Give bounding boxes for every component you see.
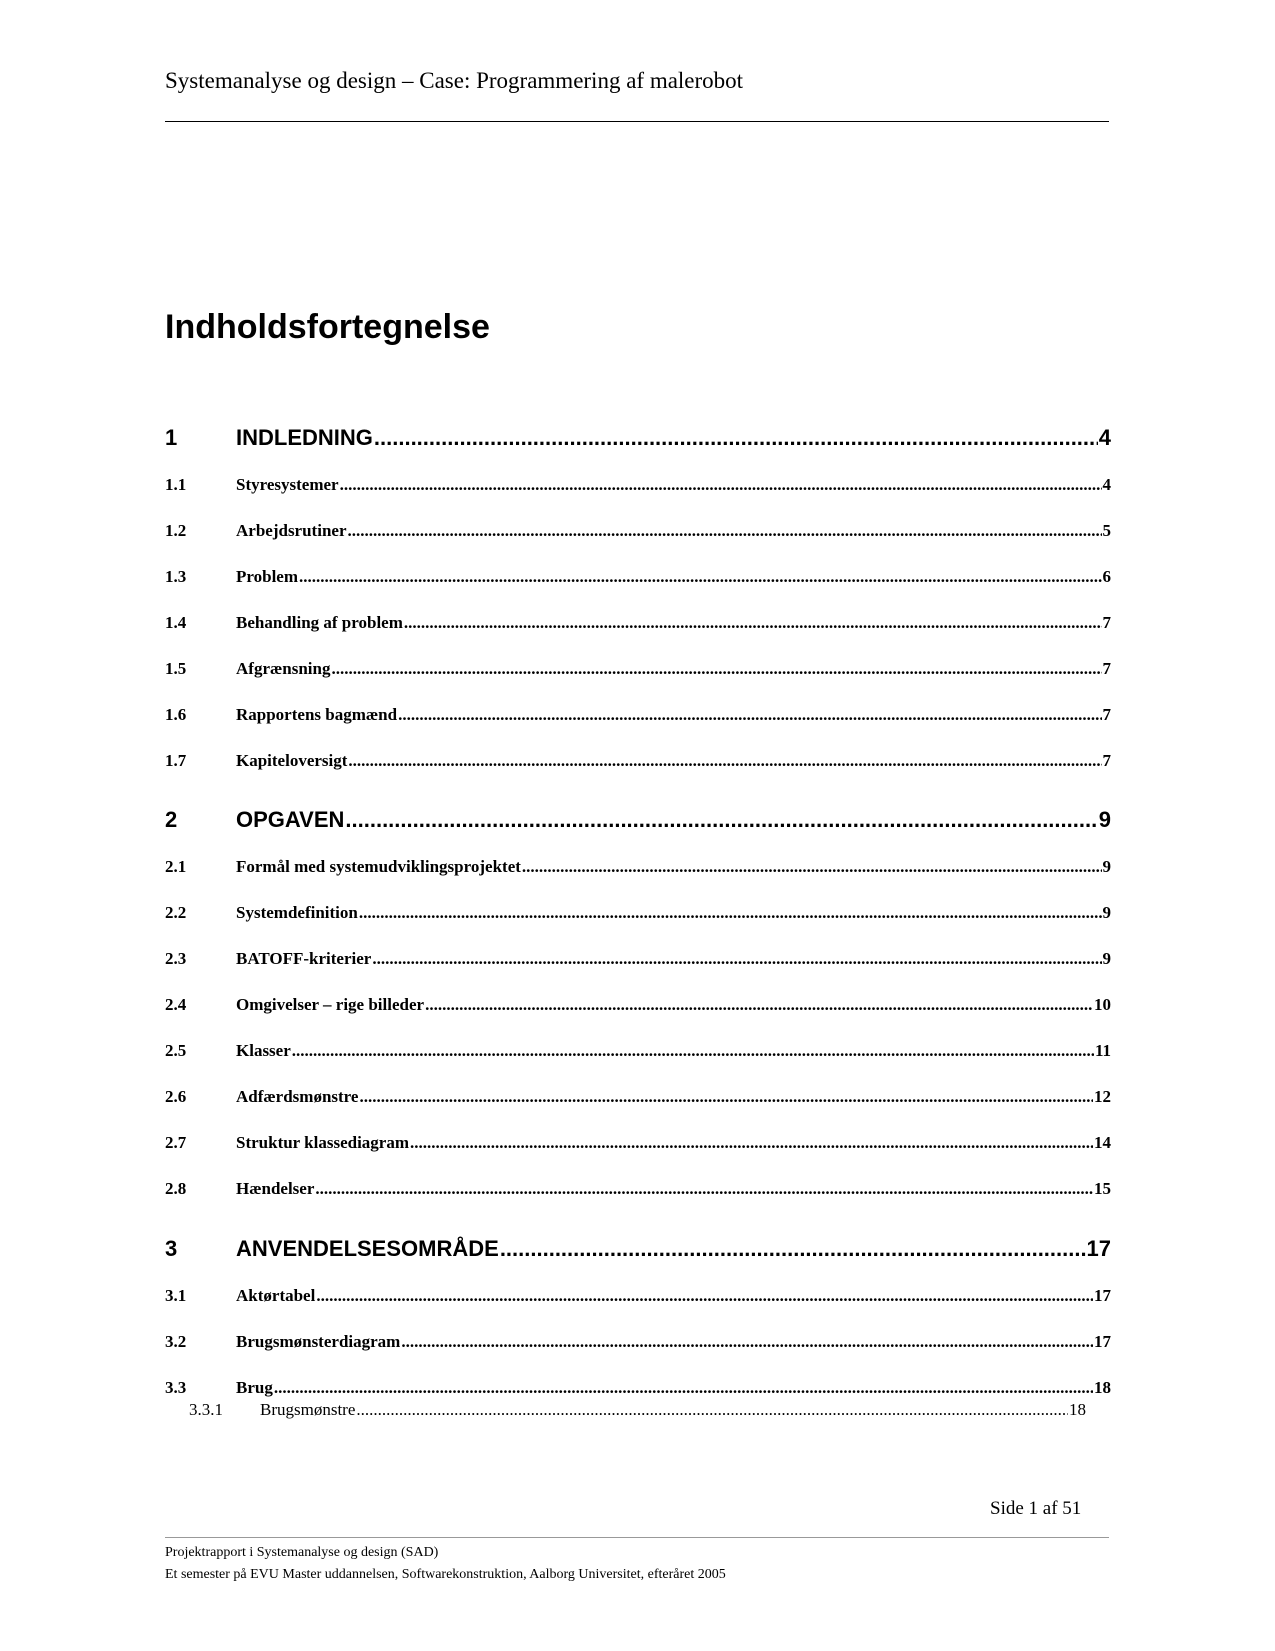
- toc-entry-label: Aktørtabel: [236, 1286, 316, 1305]
- toc-entry-label: Hændelser: [236, 1179, 315, 1198]
- toc-entry[interactable]: [165, 857, 1111, 877]
- toc-entry-label: Styresystemer: [236, 475, 339, 494]
- toc-entry-page: 5: [1102, 521, 1111, 540]
- toc-entry-number: 3.3.1: [189, 1400, 223, 1419]
- toc-entry-label: Omgivelser – rige billeder: [236, 995, 425, 1014]
- toc-entry-label: Arbejdsrutiner: [236, 521, 347, 540]
- toc-entry-label: Brug: [236, 1378, 273, 1397]
- toc-entry-label: Formål med systemudviklingsprojektet: [236, 857, 521, 876]
- dot-leader: [359, 903, 1102, 923]
- toc-entry-number: 2.1: [165, 857, 187, 876]
- page-number: Side 1 af 51: [990, 1498, 1082, 1519]
- dot-leader: [331, 659, 1101, 679]
- toc-entry-page: 12: [1094, 1087, 1111, 1106]
- toc-entry-page: 17: [1086, 1236, 1111, 1261]
- running-header: Systemanalyse og design – Case: Programmering af malerobot: [165, 68, 744, 93]
- toc-entry[interactable]: [165, 1332, 1111, 1352]
- toc-entry[interactable]: [165, 613, 1111, 633]
- toc-entry-number: 2.8: [165, 1179, 187, 1198]
- toc-entry-page: 14: [1094, 1133, 1111, 1152]
- toc-entry-page: 17: [1094, 1332, 1111, 1351]
- toc-entry-number: 1: [165, 425, 178, 450]
- header-divider: [165, 121, 1109, 122]
- toc-entry[interactable]: [165, 903, 1111, 923]
- toc-entry[interactable]: [165, 475, 1111, 495]
- toc-entry-label: Struktur klassediagram: [236, 1133, 410, 1152]
- toc-entry-number: 1.5: [165, 659, 187, 678]
- toc-entry[interactable]: [165, 1286, 1111, 1306]
- toc-entry-number: 3: [165, 1236, 178, 1261]
- dot-leader: [316, 1286, 1093, 1306]
- dot-leader: [401, 1332, 1093, 1352]
- toc-entry-number: 2.2: [165, 903, 187, 922]
- toc-entry-label: Brugsmønsterdiagram: [236, 1332, 401, 1351]
- dot-leader: [374, 425, 1098, 451]
- toc-entry-number: 3.3: [165, 1378, 187, 1397]
- dot-leader: [359, 1087, 1093, 1107]
- toc-entry-page: 15: [1094, 1179, 1111, 1198]
- toc-entry-page: 9: [1098, 807, 1111, 832]
- toc-title: Indholdsfortegnelse: [165, 308, 490, 346]
- dot-leader: [398, 705, 1101, 725]
- toc-entry[interactable]: [165, 751, 1111, 771]
- toc-entry[interactable]: [165, 659, 1111, 679]
- dot-leader: [425, 995, 1093, 1015]
- toc-entry-number: 3.1: [165, 1286, 187, 1305]
- dot-leader: [315, 1179, 1093, 1199]
- toc-entry-number: 2.3: [165, 949, 187, 968]
- dot-leader: [500, 1236, 1086, 1262]
- toc-entry-page: 10: [1094, 995, 1111, 1014]
- toc-entry-page: 7: [1102, 613, 1111, 632]
- toc-entry-number: 3.2: [165, 1332, 187, 1351]
- toc-entry[interactable]: [165, 1179, 1111, 1199]
- dot-leader: [410, 1133, 1093, 1153]
- toc-entry-page: 11: [1094, 1041, 1111, 1060]
- toc-entry-number: 1.4: [165, 613, 187, 632]
- toc-entry-label: BATOFF-kriterier: [236, 949, 372, 968]
- toc-entry[interactable]: [165, 1236, 1111, 1262]
- toc-entry-number: 2.7: [165, 1133, 187, 1152]
- dot-leader: [299, 567, 1101, 587]
- toc-entry-label: Afgrænsning: [236, 659, 331, 678]
- toc-entry[interactable]: [165, 949, 1111, 969]
- toc-entry-page: 9: [1102, 857, 1111, 876]
- toc-entry-label: OPGAVEN: [236, 807, 345, 832]
- toc-entry-label: Kapiteloversigt: [236, 751, 348, 770]
- toc-entry-label: Klasser: [236, 1041, 291, 1060]
- toc-entry-label: Systemdefinition: [236, 903, 358, 922]
- dot-leader: [522, 857, 1102, 877]
- toc-entry-label: INDLEDNING: [236, 425, 373, 450]
- dot-leader: [274, 1378, 1093, 1398]
- dot-leader: [340, 475, 1102, 495]
- toc-entry-number: 2.6: [165, 1087, 187, 1106]
- dot-leader: [292, 1041, 1094, 1061]
- toc-entry-label: Brugsmønstre: [260, 1400, 356, 1419]
- toc-entry-page: 18: [1094, 1378, 1111, 1397]
- dot-leader: [404, 613, 1102, 633]
- toc-entry-label: ANVENDELSESOMRÅDE: [236, 1236, 499, 1261]
- toc-entry[interactable]: [165, 995, 1111, 1015]
- toc-entry-label: Adfærdsmønstre: [236, 1087, 359, 1106]
- dot-leader: [356, 1400, 1068, 1420]
- toc-entry[interactable]: [165, 567, 1111, 587]
- toc-entry[interactable]: [165, 1378, 1111, 1398]
- dot-leader: [348, 751, 1101, 771]
- toc-entry-page: 17: [1094, 1286, 1111, 1305]
- toc-entry[interactable]: [165, 1400, 1086, 1420]
- footer-line-1: Projektrapport i Systemanalyse og design (SAD): [165, 1545, 439, 1560]
- footer-line-2: Et semester på EVU Master uddannelsen, Softwarekonstruktion, Aalborg Universitet, efteråret 2005: [165, 1567, 726, 1582]
- dot-leader: [347, 521, 1101, 541]
- toc-entry-page: 18: [1069, 1400, 1086, 1419]
- toc-entry-number: 1.2: [165, 521, 187, 540]
- toc-entry[interactable]: [165, 425, 1111, 451]
- toc-entry[interactable]: [165, 807, 1111, 833]
- toc-entry-page: 7: [1102, 659, 1111, 678]
- dot-leader: [345, 807, 1097, 833]
- toc-entry-page: 6: [1102, 567, 1111, 586]
- toc-entry-page: 7: [1102, 751, 1111, 770]
- toc-entry-number: 1.6: [165, 705, 187, 724]
- toc-entry[interactable]: [165, 1133, 1111, 1153]
- toc-entry[interactable]: [165, 1041, 1111, 1061]
- toc-entry[interactable]: [165, 521, 1111, 541]
- toc-entry-page: 4: [1098, 425, 1111, 450]
- toc-entry-page: 4: [1102, 475, 1111, 494]
- toc-entry-page: 9: [1102, 949, 1111, 968]
- toc-entry-label: Problem: [236, 567, 299, 586]
- footer-divider: [165, 1537, 1109, 1538]
- toc-entry-page: 7: [1102, 705, 1111, 724]
- toc-entry-label: Rapportens bagmænd: [236, 705, 398, 724]
- toc-entry-number: 2: [165, 807, 178, 832]
- toc-entry[interactable]: [165, 1087, 1111, 1107]
- toc-entry-label: Behandling af problem: [236, 613, 403, 632]
- toc-entry-number: 1.1: [165, 475, 187, 494]
- toc-entry[interactable]: [165, 705, 1111, 725]
- toc-entry-page: 9: [1102, 903, 1111, 922]
- dot-leader: [372, 949, 1101, 969]
- toc-entry-number: 1.3: [165, 567, 187, 586]
- toc-entry-number: 1.7: [165, 751, 187, 770]
- toc-entry-number: 2.4: [165, 995, 187, 1014]
- toc-entry-number: 2.5: [165, 1041, 187, 1060]
